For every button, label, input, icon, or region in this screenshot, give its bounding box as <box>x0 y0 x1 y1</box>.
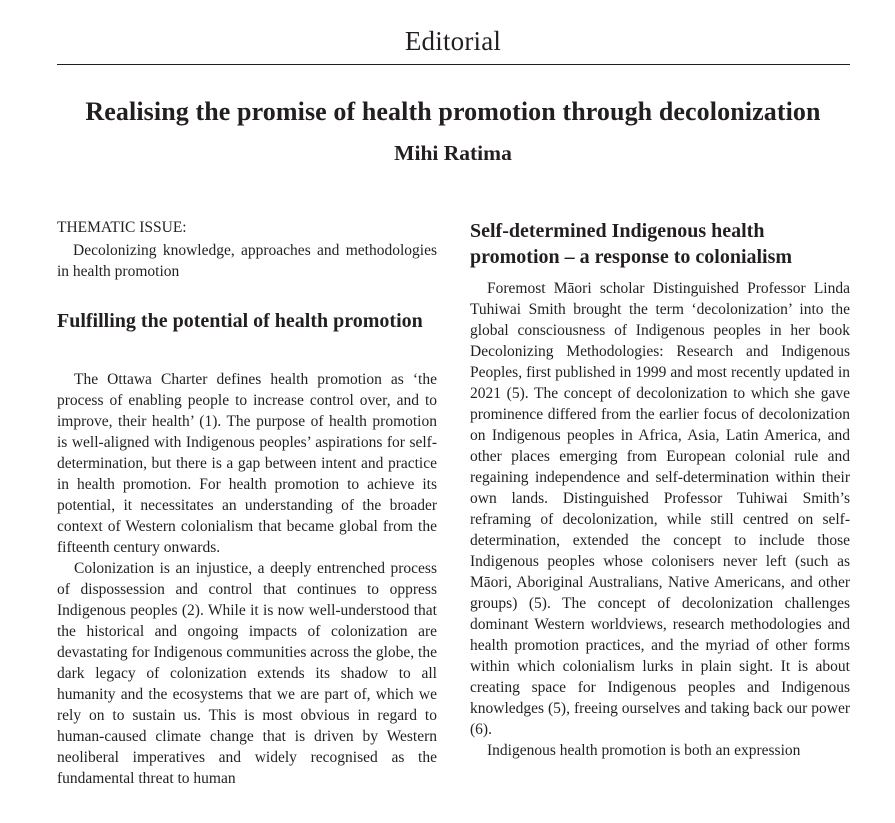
thematic-issue-topic: Decolonizing knowledge, approaches and methodologies in health promotion <box>57 242 437 280</box>
header-rule <box>57 64 850 65</box>
article-title: Realising the promise of health promotion through decolonization <box>85 97 821 126</box>
section-heading-left: Fulfilling the potential of health promotion <box>57 310 423 332</box>
author-name: Mihi Ratima <box>394 141 512 165</box>
thematic-issue-label: THEMATIC ISSUE: <box>57 219 187 236</box>
paragraph: Foremost Māori scholar Distinguished Professor Linda Tuhiwai Smith brought the term ‘decolonization’ into the global consciousness of Indigenous peoples in her book Decolonizing Methodologies: Research and Indigenous Peoples, first published in 1999 and most recently updated in 2021 (5). The concept of decolonization to which she gave prominence differed from the earlier focus of decolonization on Indigenous peoples in Africa, Asia, Latin America, and other places emerging from European colonial rule and regaining independence and self-determination within their own lands. Distinguished Professor Tuhiwai Smith’s reframing of decolonization, while still centred on self-determination, extended the concept to include those Indigenous peoples whose colonisers never left (such as Māori, Aboriginal Australians, Native Americans, and other groups) (5). The concept of decolonization challenges dominant Western worldviews, research methodologies and health promotion practices, and the myriad of other forms within which colonialism lurks in plain sight. It is about creating space for Indigenous peoples and Indigenous knowledges (5), freeing ourselves and taking back our power (6). <box>470 280 850 738</box>
section-heading-right: Self-determined Indigenous health promotion – a response to colonialism <box>470 220 793 268</box>
paragraph: Indigenous health promotion is both an expression <box>487 742 801 759</box>
section-label: Editorial <box>404 26 502 56</box>
left-column-text <box>57 369 437 789</box>
right-column-text <box>470 278 850 761</box>
paragraph: The Ottawa Charter defines health promotion as ‘the process of enabling people to increase control over, and to improve, their health’ (1). The purpose of health promotion is well-aligned with Indigenous peoples’ aspirations for self-determination, but there is a gap between intent and practice in health promotion. For health promotion to achieve its potential, it necessitates an understanding of the broader context of Western colonialism that became global from the fifteenth century onwards. <box>57 371 437 556</box>
paragraph: Colonization is an injustice, a deeply entrenched process of dispossession and control that continues to oppress Indigenous peoples (2). While it is now well-understood that the historical and ongoing impacts of colonization are devastating for Indigenous communities across the globe, the dark legacy of colonization extends its shadow to all humanity and the ecosystems that we are part of, which we rely on to sustain us. This is most obvious in regard to human-caused climate change that is driven by Western neoliberal imperatives and widely recognised as the fundamental threat to human <box>57 560 437 787</box>
